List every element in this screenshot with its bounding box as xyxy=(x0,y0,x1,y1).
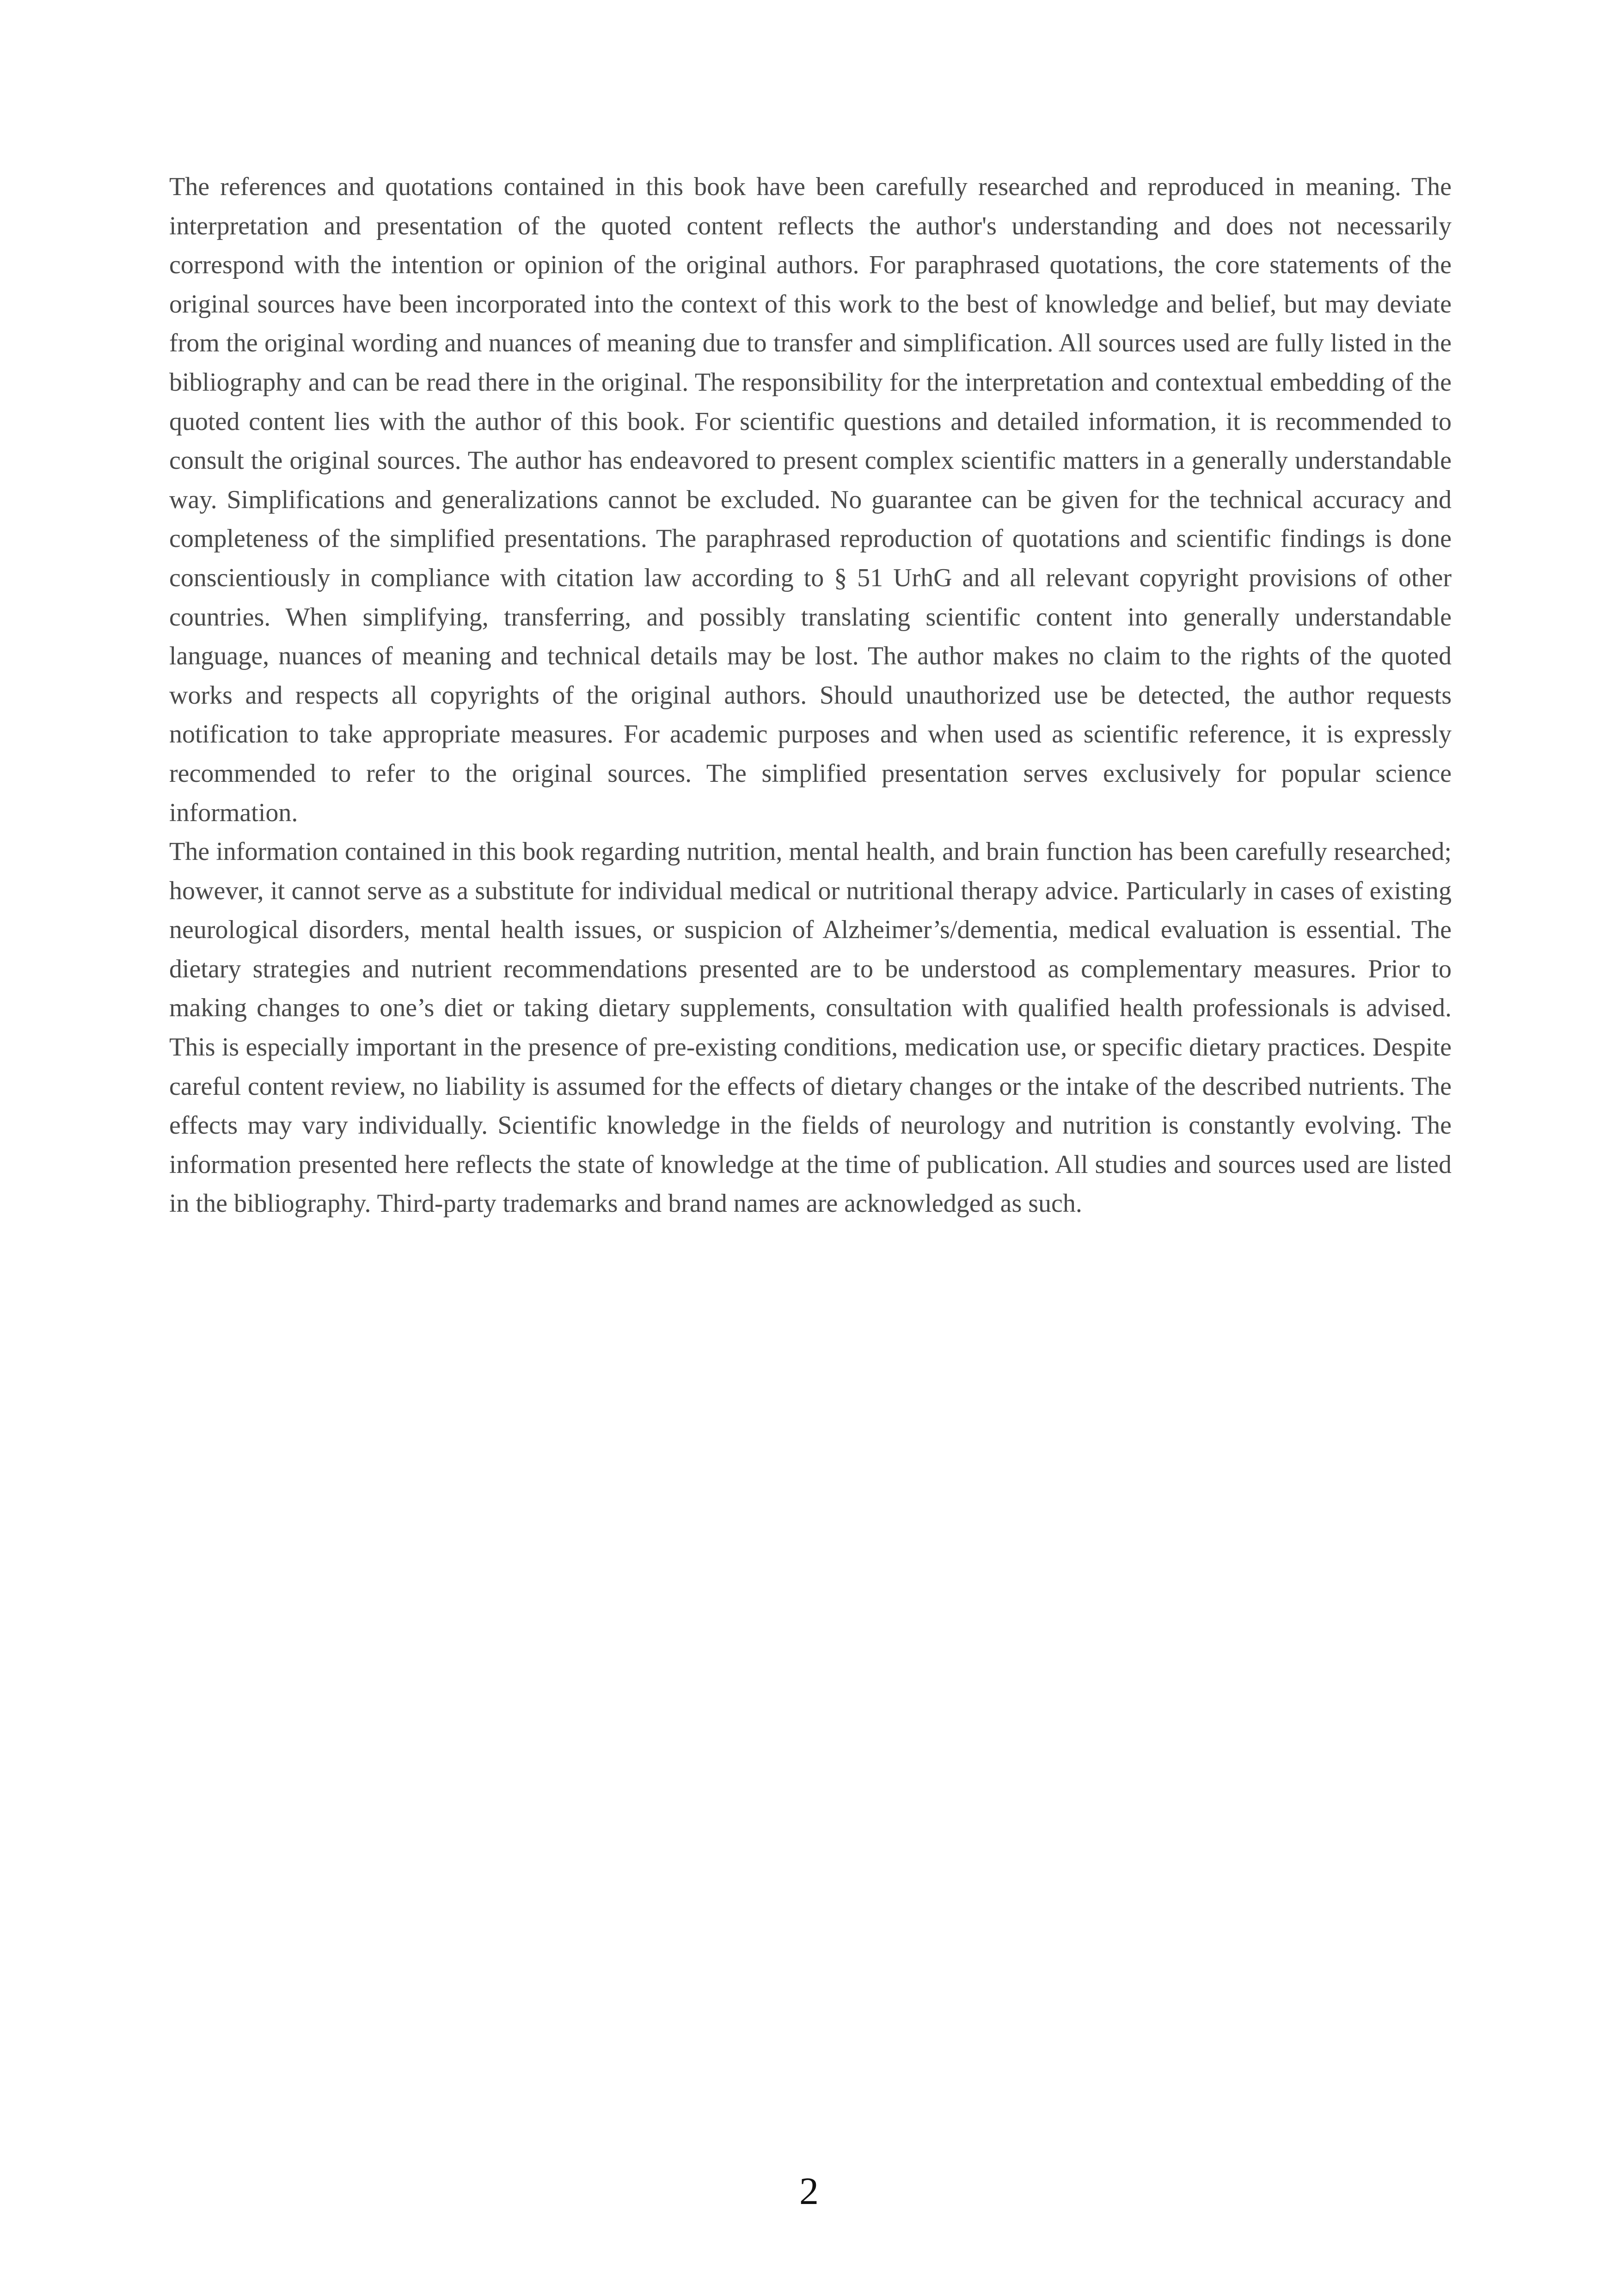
page-number: 2 xyxy=(799,2170,819,2213)
paragraph-citation-notice: The references and quotations contained in this book have been carefully researched and reproduced in meaning. The interpretation and presentation of the quoted content reflects the author's understanding and does not necessarily correspond with the intention or opinion of the original authors. For paraphrased quotations, the core statements of the original sources have been incorporated into the context of this work to the best of knowledge and belief, but may deviate from the original wording and nuances of meaning due to transfer and simplification. All sources used are fully listed in the bibliography and can be read there in the original. The responsibility for the interpretation and contextual embedding of the quoted content lies with the author of this book. For scientific questions and detailed information, it is recommended to consult the original sources. The author has endeavored to present complex scientific matters in a generally understandable way. Simplifications and generalizations cannot be excluded. No guarantee can be given for the technical accuracy and completeness of the simplified presentations. The paraphrased reproduction of quotations and scientific findings is done conscientiously in compliance with citation law according to § 51 UrhG and all relevant copyright provisions of other countries. When simplifying, transferring, and possibly translating scientific content into generally understandable language, nuances of meaning and technical details may be lost. The author makes no claim to the rights of the quoted works and respects all copyrights of the original authors. Should unauthorized use be detected, the author requests notification to take appropriate measures. For academic purposes and when used as scientific reference, it is expressly recommended to refer to the original sources. The simplified presentation serves exclusively for popular science information. xyxy=(169,172,1452,827)
paragraph-medical-disclaimer: The information contained in this book regarding nutrition, mental health, and brain function has been carefully researched; however, it cannot serve as a substitute for individual medical or nutritional therapy advice. Particularly in cases of existing neurological disorders, mental health issues, or suspicion of Alzheimer’s/dementia, medical evaluation is essential. The dietary strategies and nutrient recommendations presented are to be understood as complementary measures. Prior to making changes to one’s diet or taking dietary supplements, consultation with qualified health professionals is advised. This is especially important in the presence of pre-existing conditions, medication use, or specific dietary practices. Despite careful content review, no liability is assumed for the effects of dietary changes or the intake of the described nutrients. The effects may vary individually. Scientific knowledge in the fields of neurology and nutrition is constantly evolving. The information presented here reflects the state of knowledge at the time of publication. All studies and sources used are listed in the bibliography. Third-party trademarks and brand names are acknowledged as such. xyxy=(169,837,1452,1218)
disclaimer-text xyxy=(169,167,1452,1223)
